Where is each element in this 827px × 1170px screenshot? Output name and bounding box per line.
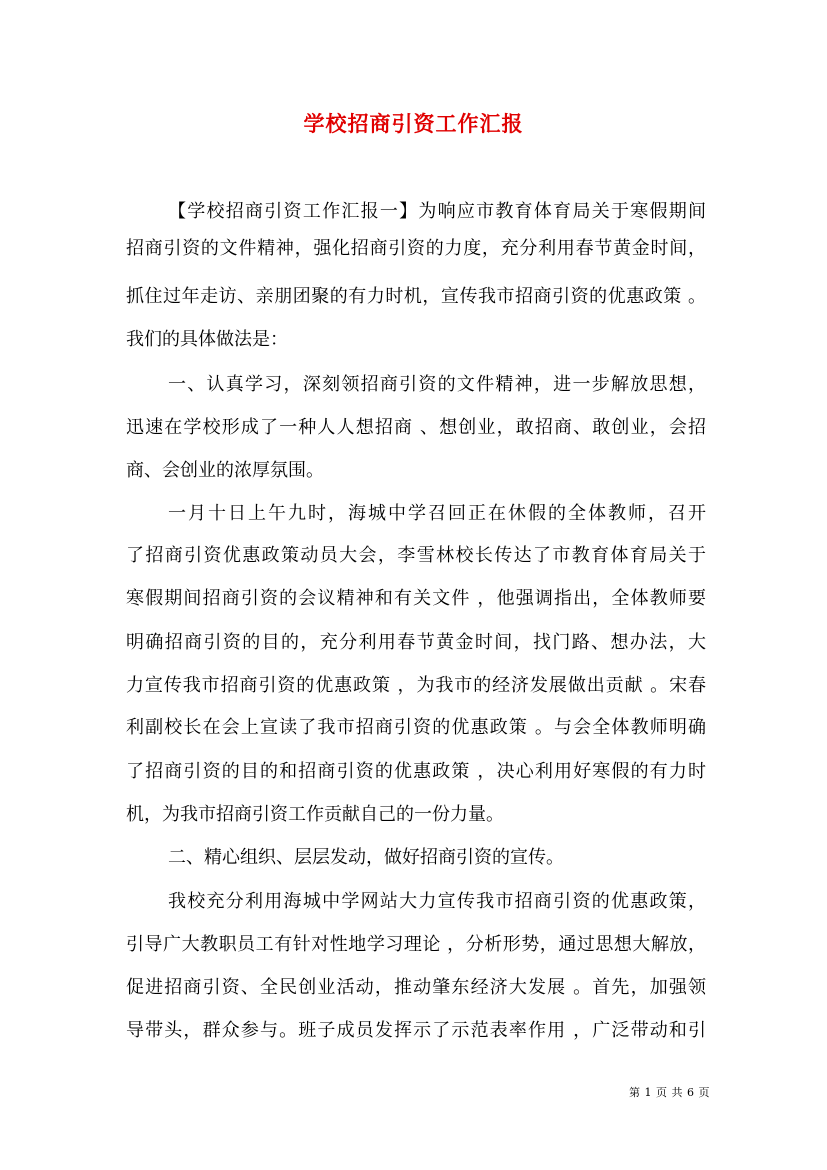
- paragraph-line: 抓住过年走访、亲朋团聚的有力时机，宣传我市招商引资的优惠政策 。: [126, 286, 706, 307]
- paragraph-line: 了招商引资的目的和招商引资的优惠政策 ，决心利用好寒假的有力时: [126, 761, 706, 782]
- document-title: 学校招商引资工作汇报: [303, 111, 524, 136]
- paragraph-line: 我校充分利用海城中学网站大力宣传我市招商引资的优惠政策，: [168, 891, 706, 912]
- paragraph-line: 引导广大教职员工有针对性地学习理论 ，分析形势，通过思想大解放，: [126, 934, 706, 955]
- paragraph-line: 【学校招商引资工作汇报一】为响应市教育体育局关于寒假期间: [168, 201, 706, 222]
- paragraph-line: 商、会创业的浓厚氛围。: [126, 460, 324, 481]
- paragraph-line: 明确招商引资的目的，充分利用春节黄金时间，找门路、想办法，大: [126, 632, 706, 653]
- page-number-footer: 第 1 页 共 6 页: [629, 1086, 710, 1099]
- paragraph-line: 力宣传我市招商引资的优惠政策 ，为我市的经济发展做出贡献 。宋春: [126, 675, 706, 696]
- paragraph-line: 促进招商引资、全民创业活动，推动肇东经济大发展 。首先，加强领: [126, 977, 706, 998]
- paragraph-line: 利副校长在会上宣读了我市招商引资的优惠政策 。与会全体教师明确: [126, 717, 706, 738]
- paragraph-line: 导带头，群众参与。班子成员发挥示了示范表率作用 ，广泛带动和引: [126, 1020, 706, 1041]
- paragraph-line: 迅速在学校形成了一种人人想招商 、想创业，敢招商、敢创业，会招: [126, 417, 706, 438]
- paragraph-line: 一月十日上午九时，海城中学召回正在休假的全体教师，召开: [168, 503, 706, 524]
- paragraph-line: 机，为我市招商引资工作贡献自己的一份力量。: [126, 804, 504, 825]
- paragraph-line: 招商引资的文件精神，强化招商引资的力度，充分利用春节黄金时间，: [126, 238, 706, 259]
- paragraph-line: 寒假期间招商引资的会议精神和有关文件 ，他强调指出，全体教师要: [126, 588, 706, 609]
- paragraph-line: 了招商引资优惠政策动员大会，李雪林校长传达了市教育体育局关于: [126, 545, 706, 566]
- paragraph-line: 一、认真学习，深刻领招商引资的文件精神，进一步解放思想，: [168, 374, 706, 395]
- paragraph-line: 我们的具体做法是：: [126, 329, 288, 350]
- paragraph-line: 二、精心组织、层层发动，做好招商引资的宣传。: [168, 847, 564, 868]
